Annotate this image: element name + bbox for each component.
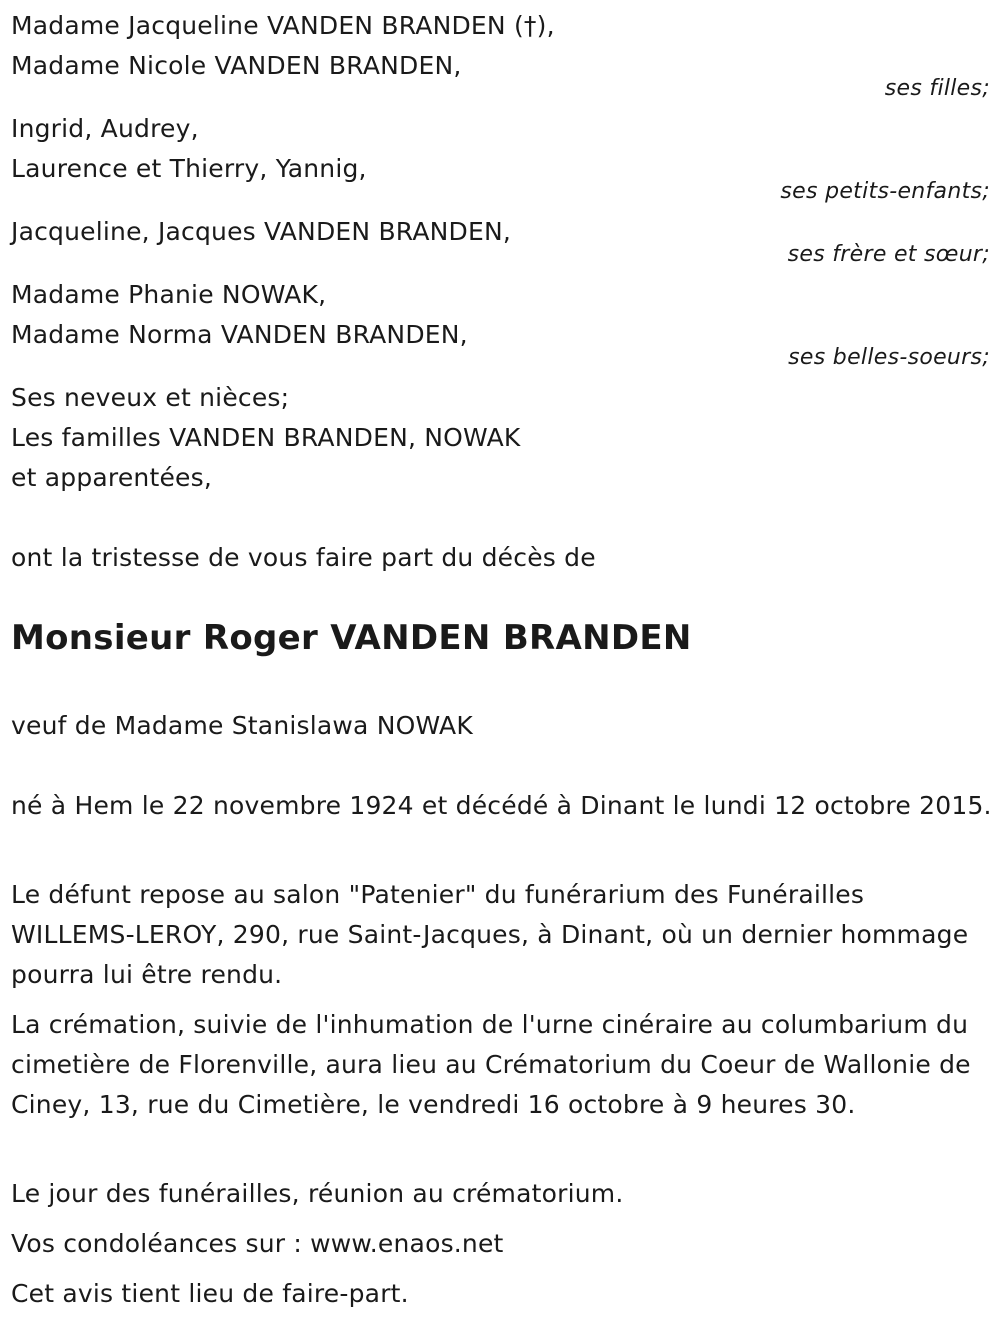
- widower-text: veuf de Madame Stanislawa NOWAK: [11, 711, 473, 740]
- meeting-paragraph: Le jour des funérailles, réunion au crématorium.: [11, 1179, 624, 1208]
- sibling-name: Jacqueline, Jacques VANDEN BRANDEN,: [11, 217, 512, 246]
- relation-label-grandchildren: ses petits-enfants;: [780, 179, 990, 204]
- sister-in-law-name: Madame Norma VANDEN BRANDEN,: [11, 320, 468, 349]
- notice-paragraph: Cet avis tient lieu de faire-part.: [11, 1279, 409, 1308]
- relation-label-sisters-in-law: ses belles-soeurs;: [788, 345, 990, 370]
- rest-place-paragraph: Le défunt repose au salon "Patenier" du funérarium des Funérailles WILLEMS-LEROY, 290, rue Saint-Jacques, à Dinant, où un dernier hommage pourra lui être rendu.: [11, 880, 969, 989]
- birth-death-paragraph: né à Hem le 22 novembre 1924 et décédé à Dinant le lundi 12 octobre 2015.: [11, 791, 992, 820]
- cremation-paragraph: La crémation, suivie de l'inhumation de l'urne cinéraire au columbarium du cimetière de Florenville, aura lieu au Crématorium du Coeur de Wallonie de Ciney, 13, rue du Cimetière, le vendredi 16 octobre à 9 heures 30.: [11, 1010, 971, 1119]
- daughter-name: Madame Jacqueline VANDEN BRANDEN (†),: [11, 11, 555, 40]
- grandchildren-name: Laurence et Thierry, Yannig,: [11, 154, 367, 183]
- grandchildren-name: Ingrid, Audrey,: [11, 114, 199, 143]
- deceased-name: Monsieur Roger VANDEN BRANDEN: [11, 618, 692, 658]
- sister-in-law-name: Madame Phanie NOWAK,: [11, 280, 327, 309]
- relation-label-daughters: ses filles;: [884, 76, 990, 101]
- condolences-paragraph: Vos condoléances sur : www.enaos.net: [11, 1229, 504, 1258]
- other-relatives-line: et apparentées,: [11, 463, 212, 492]
- daughter-name: Madame Nicole VANDEN BRANDEN,: [11, 51, 462, 80]
- announcement-text: ont la tristesse de vous faire part du décès de: [11, 543, 596, 572]
- other-relatives-line: Ses neveux et nièces;: [11, 383, 290, 412]
- other-relatives-line: Les familles VANDEN BRANDEN, NOWAK: [11, 423, 521, 452]
- relation-label-siblings: ses frère et sœur;: [787, 242, 990, 267]
